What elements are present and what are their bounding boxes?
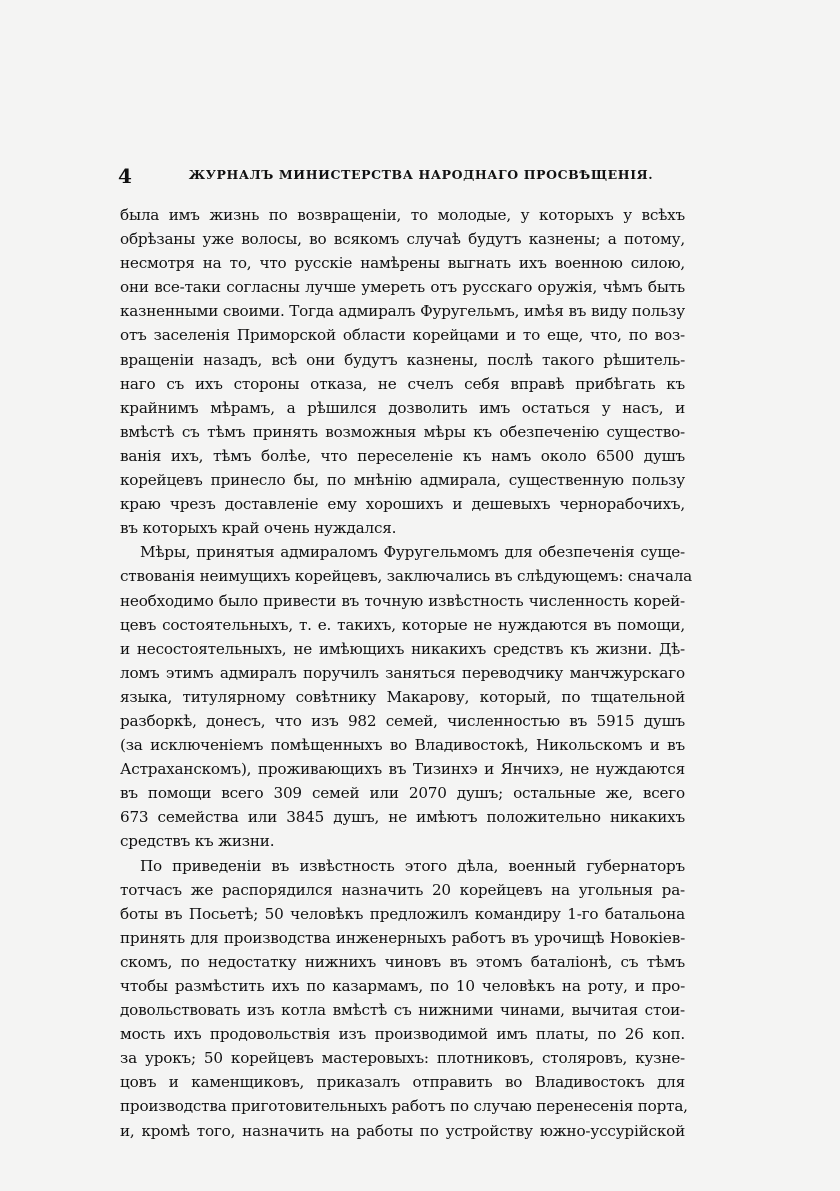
text-line: языка, титулярному совѣтнику Макарову, который, по тщательной: [120, 687, 685, 706]
text-line: производства приготовительныхъ работъ по случаю перенесенія порта,: [120, 1097, 688, 1116]
text-line: ломъ этимъ адмиралъ поручилъ заняться переводчику манчжурскаго: [120, 663, 685, 682]
text-line: краю чрезъ доставленіе ему хорошихъ и дешевыхъ чернорабочихъ,: [120, 495, 685, 514]
text-line: ствованія неимущихъ корейцевъ, заключались въ слѣдующемъ: сначала: [120, 567, 693, 586]
page-number: 4: [118, 164, 132, 188]
text-line: необходимо было привести въ точную извѣстность численность корей-: [120, 591, 685, 610]
paragraph-first-line: Мѣры, принятыя адмираломъ Фуругельмомъ для обезпеченія суще-: [140, 543, 685, 562]
text-line: ванія ихъ, тѣмъ болѣе, что переселеніе къ намъ около 6500 душъ: [120, 446, 685, 465]
text-line: принять для производства инженерныхъ работъ въ урочищѣ Новокіев-: [120, 928, 685, 947]
text-line: за урокъ; 50 корейцевъ мастеровыхъ: плотниковъ, столяровъ, кузне-: [120, 1049, 685, 1068]
page-header: [118, 164, 684, 188]
text-line: несмотря на то, что русскіе намѣрены выгнать ихъ военною силою,: [120, 254, 685, 273]
text-line: казненными своими. Тогда адмиралъ Фуругельмъ, имѣя въ виду пользу: [120, 302, 685, 321]
text-line: вмѣстѣ съ тѣмъ принять возможныя мѣры къ обезпеченію существо-: [120, 422, 685, 441]
body-text: [120, 203, 693, 1143]
text-line: тотчасъ же распорядился назначить 20 корейцевъ на угольныя ра-: [120, 880, 685, 899]
text-line: въ помощи всего 309 семей или 2070 душъ; остальные же, всего: [120, 784, 685, 803]
text-line: крайнимъ мѣрамъ, а рѣшился дозволить имъ остаться у насъ, и: [120, 398, 685, 417]
text-line: разборкѣ, донесъ, что изъ 982 семей, численностью въ 5915 душъ: [120, 711, 685, 730]
text-line: и, кромѣ того, назначить на работы по устройству южно-уссурійской: [120, 1121, 685, 1140]
text-line: была имъ жизнь по возвращеніи, то молодые, у которыхъ у всѣхъ: [120, 206, 685, 224]
text-line: Астраханскомъ), проживающихъ въ Тизинхэ и Янчихэ, не нуждаются: [120, 760, 685, 779]
text-line: средствъ къ жизни.: [120, 832, 275, 851]
running-title: ЖУРНАЛЪ МИНИСТЕРСТВА НАРОДНАГО ПРОСВѢЩЕНІЯ.: [188, 167, 654, 182]
text-line: скомъ, по недостатку нижнихъ чиновъ въ этомъ баталіонѣ, съ тѣмъ: [120, 952, 685, 971]
text-line: корейцевъ принесло бы, по мнѣнію адмирала, существенную пользу: [120, 471, 685, 490]
text-line: и несостоятельныхъ, не имѣющихъ никакихъ средствъ къ жизни. Дѣ-: [120, 639, 685, 658]
paragraph-first-line: По приведеніи въ извѣстность этого дѣла, военный губернаторъ: [140, 856, 685, 875]
text-line: обрѣзаны уже волосы, во всякомъ случаѣ будутъ казнены; а потому,: [120, 230, 685, 249]
text-line: (за исключеніемъ помѣщенныхъ во Владивостокѣ, Никольскомъ и въ: [120, 736, 685, 755]
text-line: чтобы размѣстить ихъ по казармамъ, по 10 человѣкъ на роту, и про-: [120, 977, 685, 995]
text-line: наго съ ихъ стороны отказа, не счелъ себя вправѣ прибѣгать къ: [120, 374, 685, 393]
text-line: цевъ состоятельныхъ, т. е. такихъ, которые не нуждаются въ помощи,: [120, 615, 685, 634]
text-line: боты въ Посьетѣ; 50 человѣкъ предложилъ командиру 1-го батальона: [120, 904, 685, 923]
text-line: они все-таки согласны лучше умереть отъ русскаго оружія, чѣмъ быть: [120, 278, 685, 297]
text-line: 673 семейства или 3845 душъ, не имѣютъ положительно никакихъ: [120, 808, 685, 827]
text-line: отъ заселенія Приморской области корейцами и то еще, что, по воз-: [120, 326, 685, 345]
text-line: довольствовать изъ котла вмѣстѣ съ нижними чинами, вычитая стои-: [120, 1001, 685, 1020]
text-line: въ которыхъ край очень нуждался.: [120, 519, 397, 538]
text-line: мость ихъ продовольствія изъ производимой имъ платы, по 26 коп.: [120, 1025, 685, 1044]
text-line: вращеніи назадъ, всѣ они будутъ казнены, послѣ такого рѣшитель-: [120, 350, 685, 369]
text-line: цовъ и каменщиковъ, приказалъ отправить во Владивостокъ для: [120, 1073, 685, 1092]
